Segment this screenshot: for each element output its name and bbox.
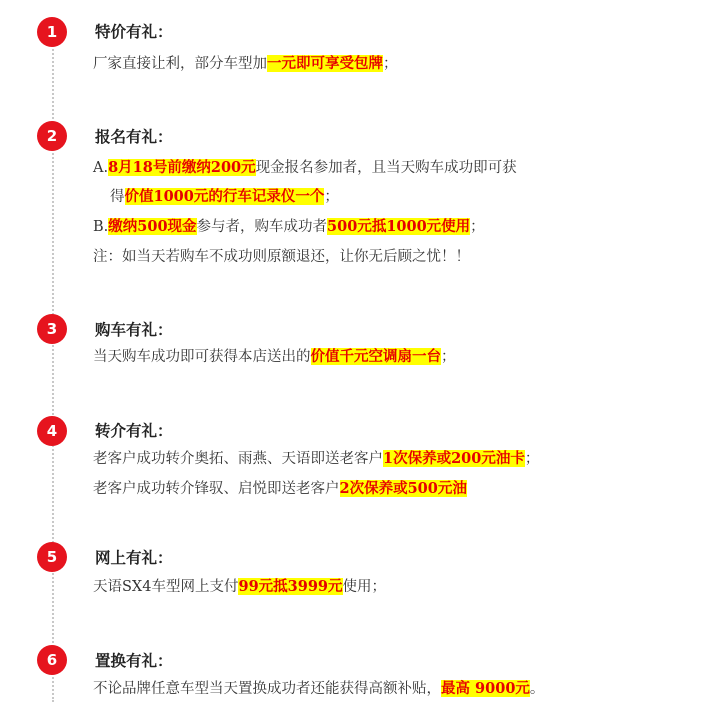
- step-number-badge: 6: [37, 645, 67, 675]
- highlight-text: 500元抵1000元使用: [327, 218, 471, 235]
- highlight-text: 8月18号前缴纳200元: [108, 159, 256, 176]
- section-line: [93, 345, 456, 366]
- line-text: 。: [529, 681, 545, 697]
- section-title: 报名有礼：: [95, 127, 173, 146]
- step-number-badge: 5: [37, 542, 67, 572]
- step-number-badge: 3: [37, 314, 67, 344]
- section-line: [93, 52, 398, 73]
- section-line: [93, 156, 517, 177]
- section-line: [93, 477, 467, 498]
- line-text: 参与者，购车成功者: [196, 219, 328, 235]
- section-line: [93, 447, 539, 468]
- section-line: [93, 575, 386, 596]
- line-text: 使用；: [342, 579, 387, 595]
- section-line: [93, 215, 485, 236]
- section-title: 置换有礼：: [95, 651, 173, 670]
- line-text: 当天购车成功即可获得本店送出的: [93, 349, 311, 365]
- highlight-text: 一元即可享受包牌: [267, 55, 383, 72]
- line-text: ；: [470, 219, 485, 235]
- section-line: [93, 245, 470, 266]
- section-title: 购车有礼：: [95, 320, 173, 339]
- line-text: 老客户成功转介奥拓、雨燕、天语即送老客户: [93, 451, 383, 467]
- line-text: ；: [383, 56, 398, 72]
- line-text: 不论品牌任意车型当天置换成功者还能获得高额补贴，: [93, 681, 441, 697]
- highlight-text: 缴纳500现金: [108, 218, 197, 235]
- line-text: 注：如当天若购车不成功则原额退还，让你无后顾之忧！！: [93, 249, 470, 265]
- section-line: [110, 185, 339, 206]
- line-text: 老客户成功转介锋驭、启悦即送老客户: [93, 481, 340, 497]
- highlight-text: 最高 9000元: [441, 680, 530, 697]
- line-text: 现金报名参加者，且当天购车成功即可获: [255, 160, 517, 176]
- line-text: 天语SX4车型网上支付: [93, 579, 239, 595]
- step-number-badge: 1: [37, 17, 67, 47]
- line-text: 得: [110, 189, 125, 205]
- highlight-text: 2次保养或500元油: [339, 480, 467, 497]
- highlight-text: 1次保养或200元油卡: [383, 450, 525, 467]
- line-prefix: A.: [93, 160, 109, 176]
- line-text: ；: [324, 189, 339, 205]
- section-title: 网上有礼：: [95, 548, 173, 567]
- step-number-badge: 4: [37, 416, 67, 446]
- highlight-text: 价值千元空调扇一台: [310, 348, 441, 365]
- line-text: ；: [524, 451, 540, 467]
- section-title: 转介有礼：: [95, 421, 173, 440]
- line-text: ；: [441, 349, 456, 365]
- section-title: 特价有礼：: [95, 22, 173, 41]
- step-number-badge: 2: [37, 121, 67, 151]
- section-line: [93, 677, 544, 698]
- line-prefix: B.: [93, 219, 109, 235]
- line-text: 厂家直接让利，部分车型加: [93, 56, 267, 72]
- highlight-text: 99元抵3999元: [238, 578, 343, 595]
- highlight-text: 价值1000元的行车记录仪一个: [124, 188, 325, 205]
